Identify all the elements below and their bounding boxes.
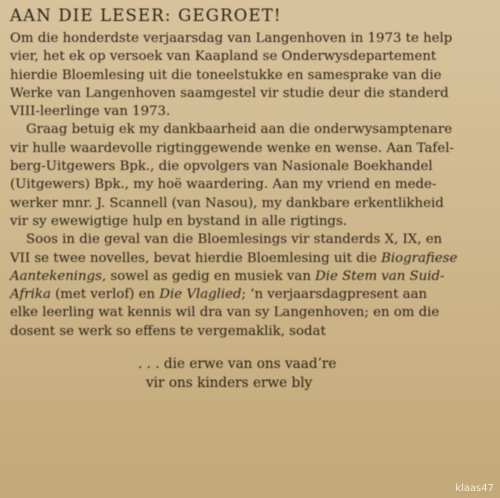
text-line: vir hulle waardevolle rigtinggewende wenke en wense. Aan Tafel- [10,140,454,156]
text-line: hierdie Bloemlesing uit die toneelstukke en samesprake van die [10,67,442,83]
text-line: werker mnr. J. Scannell (van Nasou), my dankbare erkentlikheid [10,195,444,211]
paragraph-2 [10,121,486,231]
verse-quote [10,355,486,393]
text-line [10,250,486,268]
text-run: , sowel as gedig en musiek van [101,268,316,284]
paragraph-1 [10,30,486,121]
text-line: elke leerling wat kennis wil dra van sy Langenhoven; en om die [10,305,440,321]
text-line: dosent se werk so effens te vergemaklik, sodat [10,323,326,339]
paragraph-3 [10,231,486,341]
text-line [10,286,486,304]
text-line [10,268,486,286]
italic-title: Die Stem van Suid- [315,268,445,284]
text-line: Soos in die geval van die Bloemlesings vir standerds X, IX, en [26,232,443,248]
italic-title: Biografiese [381,250,458,266]
italic-title: Afrika [10,287,51,303]
text-run: (met verlof) en [50,287,160,303]
italic-title: Die Vlaglied [159,287,242,303]
text-line: Om die honderdste verjaarsdag van Langenhoven in 1973 te help [10,31,453,46]
text-run: ; ’n verjaarsdagpresent aan [241,287,428,303]
text-line: vier, het ek op versoek van Kaapland se Onderwysdepartement [10,49,437,65]
text-line: berg-Uitgewers Bpk., die opvolgers van Nasionale Boekhandel [10,159,433,175]
italic-title: Aantekenings [10,268,102,284]
text-line: VIII-leerlinge van 1973. [10,104,171,120]
verse-line: . . . die erwe van ons vaad’re [138,356,337,373]
verse-line: vir ons kinders erwe bly [146,375,313,392]
text-line: vir sy ewewigtige hulp en bystand in alle rigtings. [10,213,347,229]
photo-watermark: klaas47 [455,483,494,494]
page-heading: AAN DIE LESER: GEGROET! [10,6,282,25]
text-line: Werke van Langenhoven saamgestel vir studie deur die standerd [10,85,449,101]
text-line: Graag betuig ek my dankbaarheid aan die onderwysamptenare [26,122,453,138]
text-run: VII se twee novelles, bevat hierdie Bloemlesing uit die [10,250,382,266]
text-line: (Uitgewers) Bpk., my hoë waardering. Aan my vriend en mede- [10,177,437,193]
